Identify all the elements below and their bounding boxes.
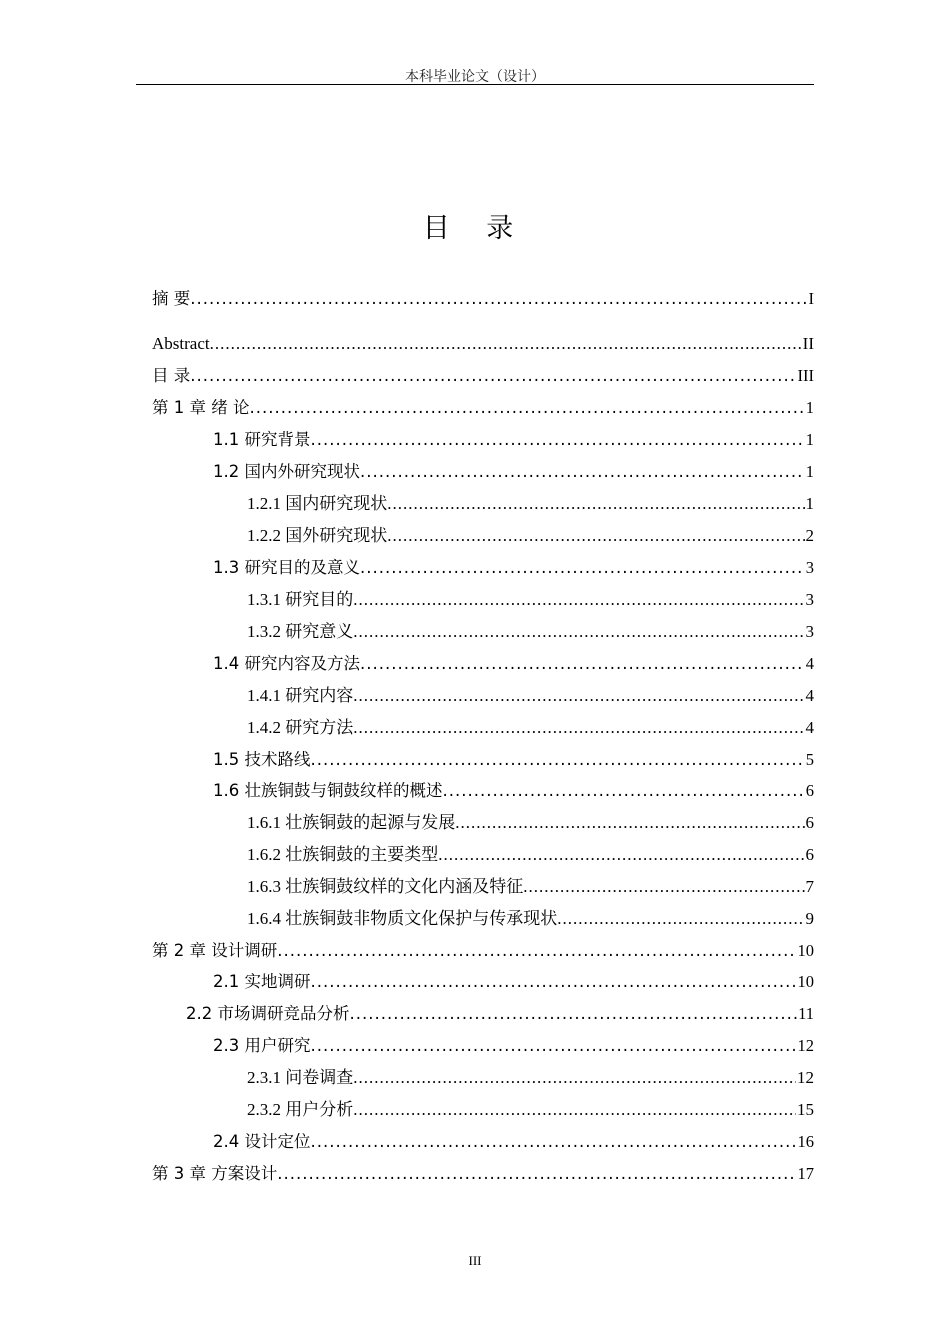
toc-entry-page: 6 [805,845,814,864]
toc-entry-page: 3 [805,622,814,641]
dot-leader [455,810,804,836]
toc-entry-page: 4 [805,654,814,673]
toc-entry-page: 2 [805,526,814,545]
dot-leader [523,874,804,900]
toc-entry-label: 1.6.1 壮族铜鼓的起源与发展 [247,813,456,832]
toc-entry-page: 11 [798,1004,814,1023]
toc-entry[interactable] [247,715,814,741]
toc-entry-page: 15 [797,1100,814,1119]
toc-entry-page: 7 [805,877,814,896]
toc-entry-label: 1.4.1 研究内容 [247,686,354,705]
toc-entry-label: 1.4.2 研究方法 [247,718,354,737]
toc-entry[interactable] [213,459,814,485]
toc-entry-page: 1 [805,430,814,449]
dot-leader [311,969,797,995]
toc-title: 目 录 [422,213,528,244]
toc-entry-page: 12 [797,1068,814,1087]
toc-entry-label: 1.1 研究背景 [213,430,311,449]
toc-entry-label: Abstract [152,334,210,353]
toc-entry[interactable] [213,1033,814,1059]
toc-entry-page: I [808,289,814,308]
toc-entry[interactable] [247,619,814,645]
dot-leader [438,842,804,868]
toc-entry[interactable] [247,587,814,613]
dot-leader [387,523,804,549]
dot-leader [353,587,804,613]
toc-entry[interactable] [247,1097,814,1123]
toc-entry[interactable] [213,555,814,581]
toc-entry-page: III [797,366,814,385]
toc-entry[interactable] [247,1065,814,1091]
dot-leader [190,286,807,312]
toc-entry-page: 6 [805,781,814,800]
dot-leader [353,619,804,645]
toc-entry[interactable] [247,906,814,932]
toc-entry[interactable] [247,491,814,517]
dot-leader [249,395,804,421]
toc-entry-label: 1.6.4 壮族铜鼓非物质文化保护与传承现状 [247,909,558,928]
dot-leader [360,459,805,485]
toc-entry-page: 1 [805,494,814,513]
toc-entry-label: 1.2.1 国内研究现状 [247,494,388,513]
toc-entry-label: 1.3 研究目的及意义 [213,558,360,577]
dot-leader [311,747,805,773]
toc-entry-label: 摘 要 [152,289,191,308]
toc-entry[interactable] [152,331,814,357]
dot-leader [311,1033,797,1059]
toc-entry-label: 目 录 [152,366,191,385]
toc-entry-page: 12 [797,1036,814,1055]
toc-entry[interactable] [152,1161,814,1187]
toc-entry[interactable] [247,523,814,549]
toc-entry-page: II [802,334,814,353]
page-number: III [468,1253,482,1268]
toc-entry-label: 1.3.2 研究意义 [247,622,354,641]
toc-entry-page: 3 [805,558,814,577]
toc-entry-page: 5 [805,750,814,769]
toc-entry-page: 16 [797,1132,814,1151]
toc-entry-label: 第 3 章 方案设计 [152,1164,278,1183]
dot-leader [360,651,805,677]
toc-entry-label: 2.3 用户研究 [213,1036,311,1055]
toc-entry[interactable] [152,938,814,964]
toc-entry[interactable] [213,969,814,995]
toc-entry[interactable] [186,1001,814,1027]
dot-leader [210,331,802,357]
dot-leader [311,427,805,453]
running-header: 本科毕业论文（设计） [405,70,545,85]
toc-entry[interactable] [247,842,814,868]
dot-leader [360,555,805,581]
toc-entry-page: 17 [797,1164,814,1183]
toc-entry-page: 10 [797,941,814,960]
dot-leader [387,491,804,517]
toc-entry[interactable] [152,395,814,421]
toc-entry[interactable] [152,363,814,389]
toc-entry-page: 3 [805,590,814,609]
toc-entry-label: 第 1 章 绪 论 [152,398,250,417]
toc-entry-label: 2.4 设计定位 [213,1132,311,1151]
toc-entry-label: 1.3.1 研究目的 [247,590,354,609]
toc-entry[interactable] [247,683,814,709]
toc-entry-page: 1 [805,462,814,481]
toc-entry-label: 1.4 研究内容及方法 [213,654,360,673]
toc-entry[interactable] [213,747,814,773]
toc-entry[interactable] [247,874,814,900]
toc-entry[interactable] [213,427,814,453]
toc-entry-label: 1.2.2 国外研究现状 [247,526,388,545]
toc-entry-label: 2.1 实地调研 [213,972,311,991]
dot-leader [311,1129,797,1155]
toc-entry-label: 1.2 国内外研究现状 [213,462,360,481]
toc-entry-label: 1.5 技术路线 [213,750,311,769]
toc-entry[interactable] [247,810,814,836]
dot-leader [353,1065,796,1091]
dot-leader [443,778,805,804]
toc-entry-page: 4 [805,686,814,705]
toc-entry-page: 10 [797,972,814,991]
dot-leader [353,715,804,741]
toc-entry-label: 2.3.2 用户分析 [247,1100,354,1119]
toc-entry-page: 4 [805,718,814,737]
toc-entry-label: 第 2 章 设计调研 [152,941,278,960]
toc-entry[interactable] [152,286,814,312]
toc-entry[interactable] [213,1129,814,1155]
dot-leader [557,906,804,932]
header-rule [136,84,814,85]
dot-leader [350,1001,798,1027]
toc-entry-page: 6 [805,813,814,832]
toc-entry-label: 2.3.1 问卷调查 [247,1068,354,1087]
toc-entry-label: 1.6.2 壮族铜鼓的主要类型 [247,845,439,864]
toc-entry[interactable] [213,651,814,677]
dot-leader [190,363,796,389]
dot-leader [353,683,804,709]
toc-entry-page: 1 [805,398,814,417]
toc-entry[interactable] [213,778,814,804]
dot-leader [277,1161,796,1187]
toc-entry-label: 1.6 壮族铜鼓与铜鼓纹样的概述 [213,781,443,800]
dot-leader [277,938,796,964]
toc-entry-label: 1.6.3 壮族铜鼓纹样的文化内涵及特征 [247,877,524,896]
dot-leader [353,1097,796,1123]
toc-entry-label: 2.2 市场调研竞品分析 [186,1004,350,1023]
toc-entry-page: 9 [805,909,814,928]
